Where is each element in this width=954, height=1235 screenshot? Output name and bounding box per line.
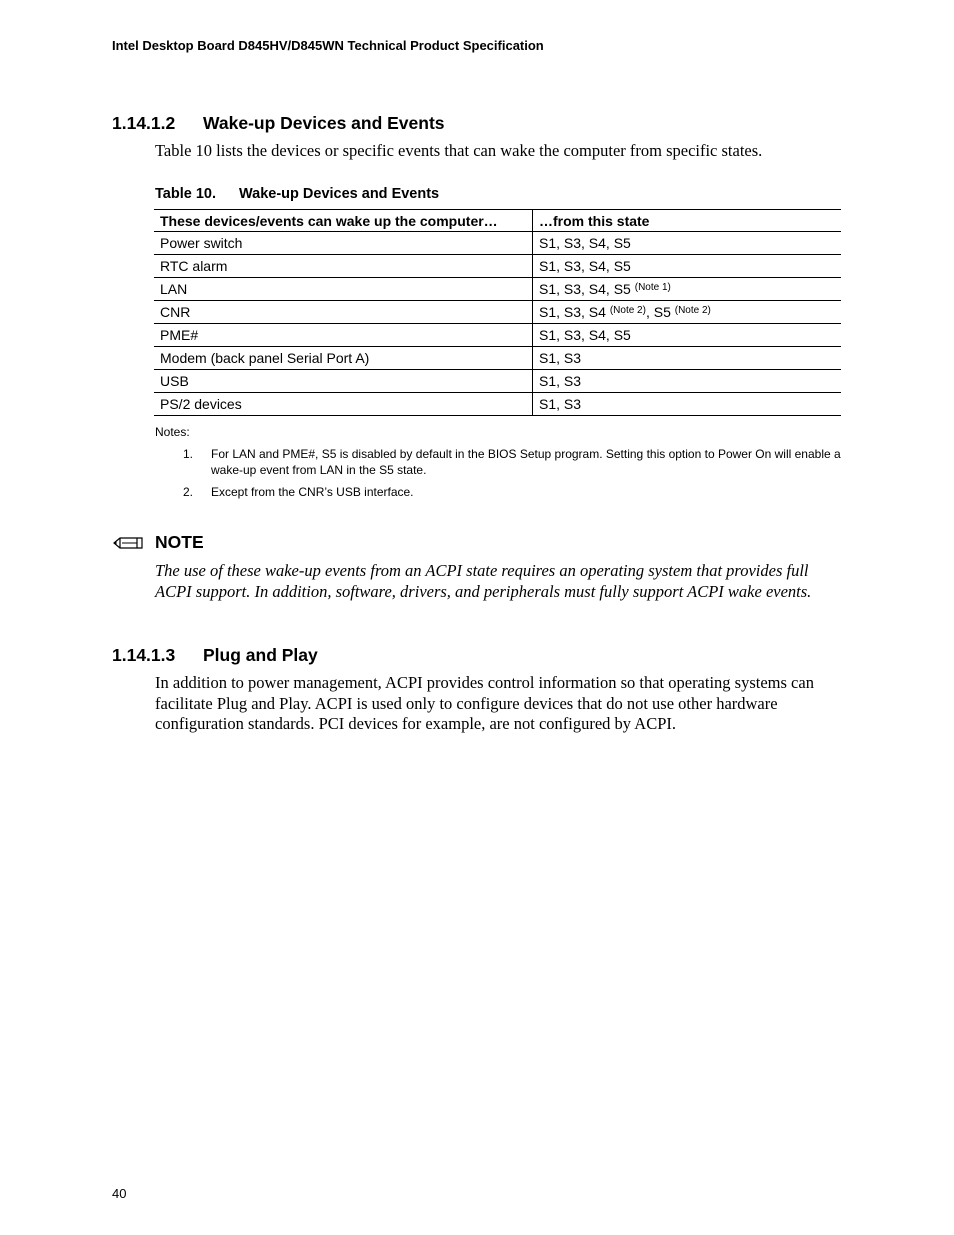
state-cell (533, 278, 842, 301)
state-cell (533, 301, 842, 324)
note-text: For LAN and PME#, S5 is disabled by default in the BIOS Setup program. Setting this option to Power On will enable a wake-up event from LAN in the S5 state. (211, 447, 841, 477)
state-cell: S1, S3 (533, 347, 842, 370)
device-cell: CNR (154, 301, 533, 324)
table-row (154, 393, 841, 416)
notes-label: Notes: (155, 425, 190, 439)
state-cell: S1, S3 (533, 370, 842, 393)
state-extra-value: , S5 (645, 304, 671, 320)
table-caption-title: Wake-up Devices and Events (239, 186, 440, 202)
device-cell: USB (154, 370, 533, 393)
note-text: Except from the CNR’s USB interface. (211, 485, 414, 499)
section-number: 1.14.1.2 (112, 113, 176, 133)
note-number: 1. (183, 447, 194, 461)
table-row (154, 278, 841, 301)
state-cell: S1, S3, S4, S5 (533, 255, 842, 278)
table-header-row (154, 210, 841, 232)
table-row (154, 255, 841, 278)
device-cell: PME# (154, 324, 533, 347)
section-heading-pnp (112, 645, 318, 666)
device-cell: Power switch (154, 232, 533, 255)
section-intro: Table 10 lists the devices or specific events that can wake the computer from specific states. (155, 141, 763, 160)
section-title: Plug and Play (203, 645, 318, 665)
list-item (183, 446, 843, 478)
running-header: Intel Desktop Board D845HV/D845WN Technical Product Specification (112, 38, 544, 53)
section-title: Wake-up Devices and Events (203, 113, 445, 133)
table-row (154, 370, 841, 393)
state-value: S1, S3, S4 (539, 304, 606, 320)
device-cell: PS/2 devices (154, 393, 533, 416)
table-row (154, 232, 841, 255)
state-extra-note-ref: (Note 2) (674, 305, 711, 316)
table-caption (155, 186, 439, 202)
state-note-ref: (Note 1) (634, 282, 671, 293)
page-number: 40 (112, 1186, 127, 1201)
state-value: S1, S3, S4, S5 (539, 281, 631, 297)
table-row (154, 301, 841, 324)
pencil-icon (112, 534, 146, 552)
note-title: NOTE (155, 532, 204, 552)
section-heading-wakeup (112, 113, 445, 134)
state-cell: S1, S3, S4, S5 (533, 324, 842, 347)
column-header-device: These devices/events can wake up the computer… (154, 210, 533, 232)
note-text-body: The use of these wake-up events from an ACPI state requires an operating system that provides full ACPI support. In addition, software, drivers, and peripherals must fully support ACPI wake events. (155, 561, 812, 601)
wakeup-table (154, 209, 841, 416)
device-cell: LAN (154, 278, 533, 301)
state-note-ref: (Note 2) (609, 305, 646, 316)
state-cell: S1, S3 (533, 393, 842, 416)
column-header-state: …from this state (533, 210, 842, 232)
section-number: 1.14.1.3 (112, 645, 176, 665)
table-row (154, 324, 841, 347)
table-row (154, 347, 841, 370)
device-cell: RTC alarm (154, 255, 533, 278)
note-number: 2. (183, 485, 194, 499)
list-item (183, 484, 843, 500)
table-caption-number: Table 10. (155, 186, 216, 202)
section-body: In addition to power management, ACPI provides control information so that operating systems can facilitate Plug and Play. ACPI is used only to configure devices that do not use other hardware configuration standards. PCI devices for example, are not configured by ACPI. (155, 673, 814, 733)
device-cell: Modem (back panel Serial Port A) (154, 347, 533, 370)
state-cell: S1, S3, S4, S5 (533, 232, 842, 255)
